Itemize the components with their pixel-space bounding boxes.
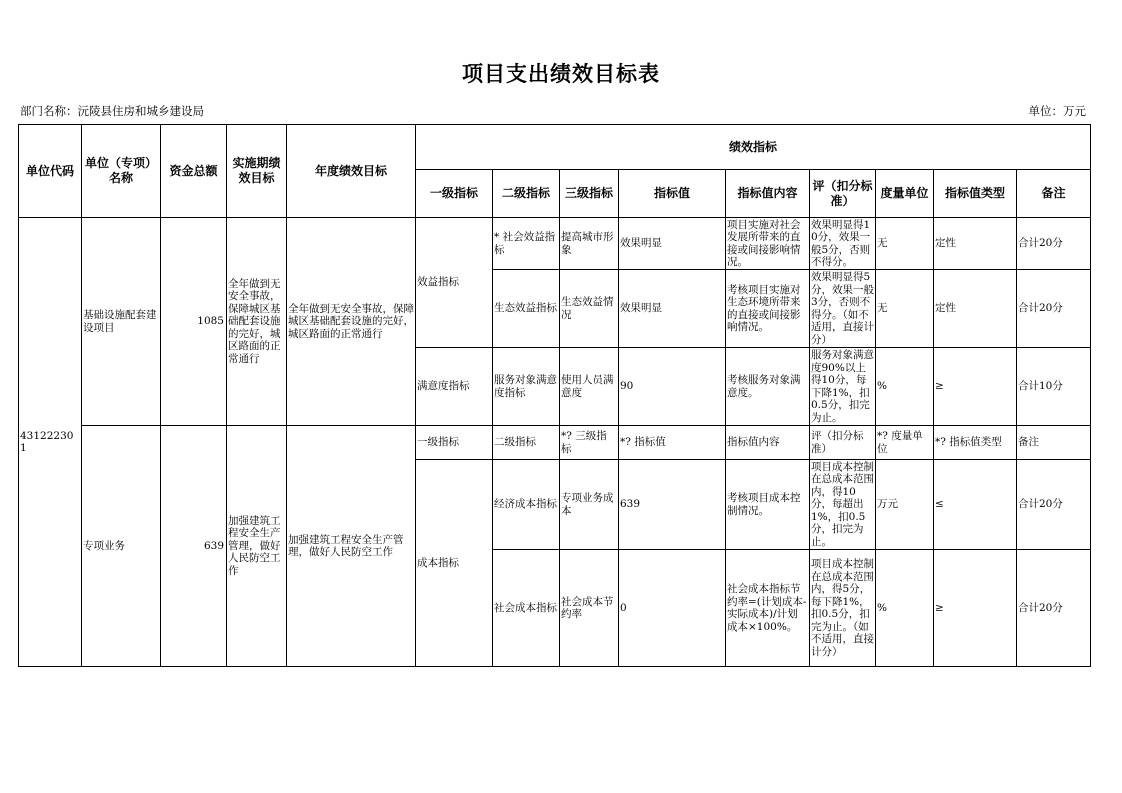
- header-unit-code: 单位代码: [19, 125, 82, 218]
- level3-cell: 提高城市形象: [560, 218, 619, 270]
- content-cell: 考核项目成本控制情况。: [726, 460, 810, 550]
- project-name-cell: 基础设施配套建设项目: [82, 218, 161, 426]
- content-cell: 社会成本指标节约率=(计划成本-实际成本)/计划成本×100%。: [726, 550, 810, 667]
- project-name-cell: 专项业务: [82, 426, 161, 667]
- header-annual-goal: 年度绩效目标: [287, 125, 416, 218]
- score-cell: 效果明显得5分，效果一般3分，否则不得分。（如不适用，直接计分）: [811, 271, 874, 346]
- note-cell: 合计20分: [1017, 460, 1091, 550]
- score-cell: 服务对象满意度90%以上得10分，每下降1%，扣0.5分，扣完为止。: [811, 349, 874, 424]
- header-measure-unit: 度量单位: [876, 170, 934, 218]
- measure-unit-cell: %: [876, 348, 934, 426]
- unit-code-cell: 431222301: [19, 218, 82, 667]
- score-cell: 评（扣分标准）: [810, 426, 876, 460]
- value-cell: 90: [619, 348, 726, 426]
- value-cell: 0: [619, 550, 726, 667]
- note-cell: 备注: [1017, 426, 1091, 460]
- annual-goal-cell: 加强建筑工程安全生产管理，做好人民防空工作: [287, 426, 416, 667]
- measure-unit-cell: 万元: [876, 460, 934, 550]
- measure-unit-cell: 无: [876, 270, 934, 348]
- score-cell: 项目成本控制在总成本范围内，得10分，每超出1%，扣0.5分，扣完为止。: [811, 460, 874, 548]
- table-row: [19, 218, 1091, 270]
- currency-unit: 单位：万元: [1028, 104, 1086, 118]
- level2-cell: * 社会效益指标: [493, 218, 560, 270]
- level3-cell: *? 三级指标: [560, 426, 619, 460]
- measure-unit-cell: *? 度量单位: [876, 426, 934, 460]
- header-content: 指标值内容: [726, 170, 810, 218]
- header-value: 指标值: [619, 170, 726, 218]
- level2-cell: 二级指标: [493, 426, 560, 460]
- level2-cell: 社会成本指标: [493, 550, 560, 667]
- level1-cell: 成本指标: [416, 460, 493, 667]
- level1-cell: 满意度指标: [416, 348, 493, 426]
- period-goal-cell: 加强建筑工程安全生产管理，做好人民防空工作: [227, 426, 287, 667]
- level2-cell: 服务对象满意度指标: [493, 348, 560, 426]
- value-cell: 效果明显: [619, 270, 726, 348]
- header-indicators: 绩效指标: [416, 125, 1091, 170]
- period-goal-cell: 全年做到无安全事故，保障城区基础配套设施的完好，城区路面的正常通行: [227, 218, 287, 426]
- content-cell: 考核项目实施对生态环境所带来的直接或间接影响情况。: [726, 270, 810, 348]
- content-cell: 指标值内容: [726, 426, 810, 460]
- content-cell: 项目实施对社会发展所带来的直接或间接影响情况。: [726, 218, 810, 270]
- header-score: 评（扣分标准）: [810, 170, 876, 218]
- score-cell: 效果明显得10分，效果一般5分，否则不得分。: [810, 218, 876, 270]
- annual-goal-cell: 全年做到无安全事故，保障城区基础配套设施的完好，城区路面的正常通行: [287, 218, 416, 426]
- header-level3: 三级指标: [560, 170, 619, 218]
- header-note: 备注: [1017, 170, 1091, 218]
- level3-cell: 专项业务成本: [560, 460, 619, 550]
- level3-cell: 使用人员满意度: [560, 348, 619, 426]
- fund-cell: 1085: [161, 218, 227, 426]
- note-cell: 合计10分: [1017, 348, 1091, 426]
- note-cell: 合计20分: [1017, 218, 1091, 270]
- header-fund-total: 资金总额: [161, 125, 227, 218]
- value-type-cell: ≤: [934, 460, 1017, 550]
- measure-unit-cell: 无: [876, 218, 934, 270]
- score-cell: 项目成本控制在总成本范围内，得5分，每下降1%，扣0.5分，扣完为止。（如不适用，直接计分）: [810, 550, 876, 667]
- value-cell: *? 指标值: [619, 426, 726, 460]
- level2-cell: 经济成本指标: [493, 460, 560, 550]
- level1-cell: 效益指标: [416, 218, 493, 348]
- level1-cell: 一级指标: [416, 426, 493, 460]
- performance-table: [18, 124, 1091, 667]
- header-unit-name: 单位（专项）名称: [82, 125, 161, 218]
- header-period-goal: 实施期绩效目标: [227, 125, 287, 218]
- header-value-type: 指标值类型: [934, 170, 1017, 218]
- fund-cell: 639: [161, 426, 227, 667]
- measure-unit-cell: %: [876, 550, 934, 667]
- value-type-cell: 定性: [934, 218, 1017, 270]
- header-level1: 一级指标: [416, 170, 493, 218]
- value-type-cell: ≥: [934, 348, 1017, 426]
- level2-cell: 生态效益指标: [493, 270, 560, 348]
- note-cell: 合计20分: [1017, 550, 1091, 667]
- header-level2: 二级指标: [493, 170, 560, 218]
- value-type-cell: *? 指标值类型: [934, 426, 1017, 460]
- value-type-cell: 定性: [934, 270, 1017, 348]
- level3-cell: 社会成本节约率: [560, 550, 619, 667]
- table-row: [19, 426, 1091, 460]
- value-type-cell: ≥: [934, 550, 1017, 667]
- department-name: 部门名称：沅陵县住房和城乡建设局: [20, 104, 204, 118]
- value-cell: 639: [619, 460, 726, 550]
- level3-cell: 生态效益情况: [560, 270, 619, 348]
- value-cell: 效果明显: [619, 218, 726, 270]
- page-title: 项目支出绩效目标表: [462, 62, 660, 86]
- note-cell: 合计20分: [1017, 270, 1091, 348]
- content-cell: 考核服务对象满意度。: [726, 348, 810, 426]
